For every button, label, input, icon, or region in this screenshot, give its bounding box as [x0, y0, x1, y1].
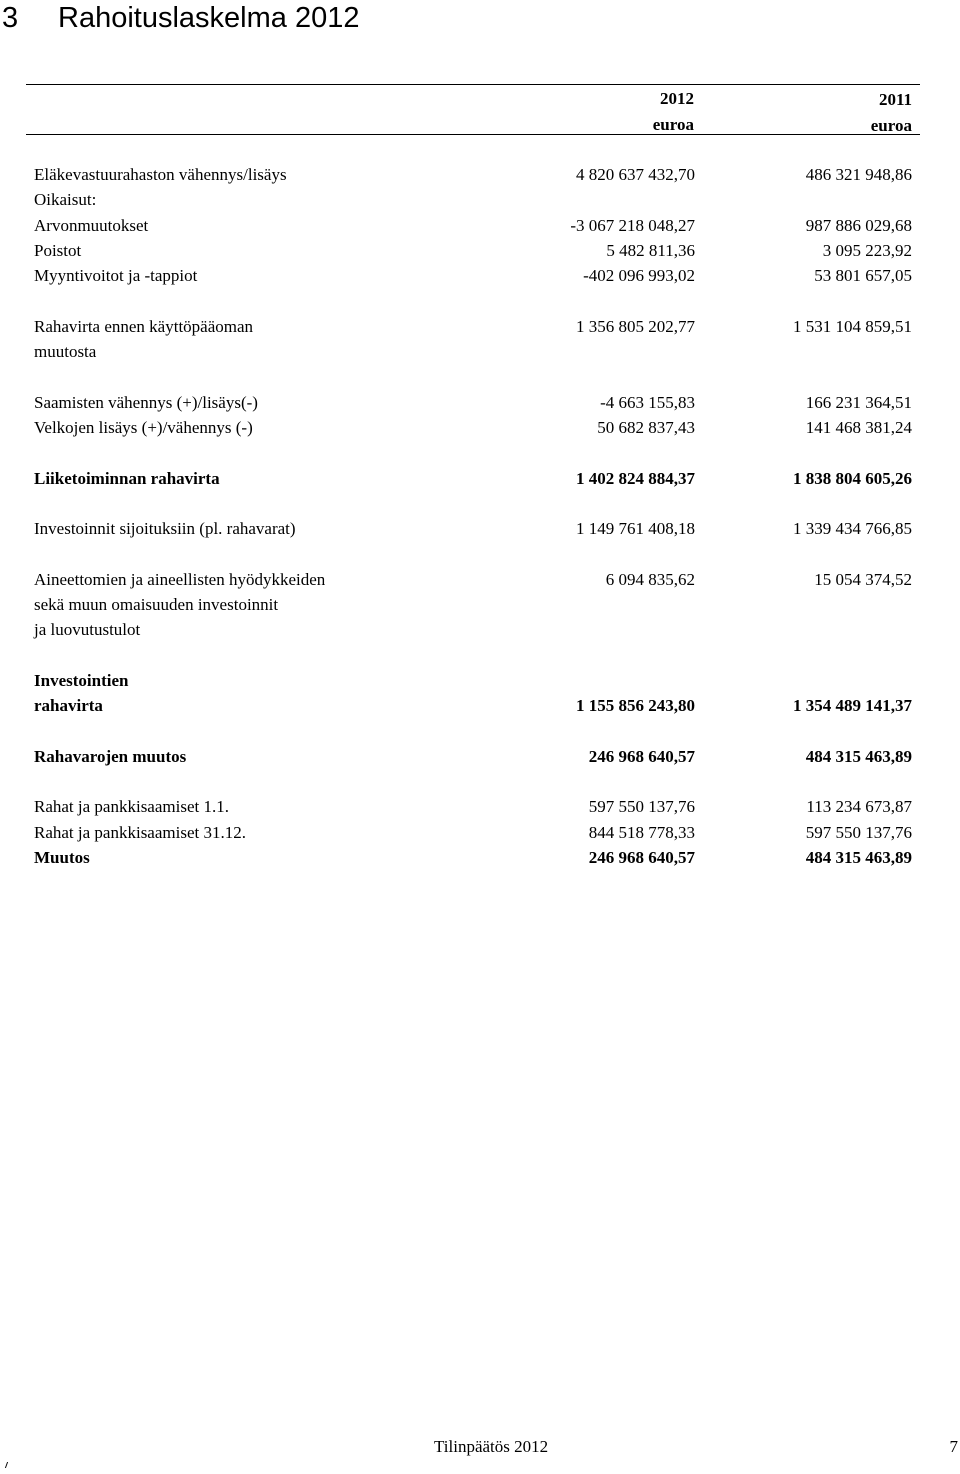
- value-2011: 53 801 657,05: [814, 266, 912, 286]
- row-label: Rahavirta ennen käyttöpääoman: [34, 316, 254, 336]
- table-row: [34, 415, 912, 440]
- table-row: [34, 187, 912, 212]
- row-label: Poistot: [34, 240, 82, 260]
- value-2011: 113 234 673,87: [806, 797, 912, 817]
- value-2011: 484 315 463,89: [805, 848, 912, 868]
- table-row: [34, 314, 912, 339]
- value-2012: [464, 187, 695, 212]
- table-row: [34, 516, 912, 541]
- subtotal-row: [34, 466, 912, 491]
- value-2012: 246 968 640,57: [588, 746, 695, 766]
- value-2012: 1 402 824 884,37: [576, 468, 695, 488]
- table-row: [34, 390, 912, 415]
- subtotal-row: [34, 693, 912, 718]
- value-2012: [464, 339, 695, 364]
- row-spacer: [34, 541, 912, 566]
- value-2011: 15 054 374,52: [814, 569, 912, 589]
- footer-title: Tilinpäätös 2012: [434, 1437, 549, 1456]
- value-2012: 597 550 137,76: [588, 797, 695, 817]
- table-row: [34, 162, 912, 187]
- row-label: rahavirta: [34, 696, 103, 716]
- subtotal-row: [34, 668, 912, 693]
- row-spacer: [34, 719, 912, 744]
- value-2012: 246 968 640,57: [588, 848, 695, 868]
- value-2012: [464, 668, 695, 693]
- column-year-2012: 2012: [660, 89, 694, 108]
- row-label: sekä muun omaisuuden investoinnit: [34, 595, 279, 615]
- table-row: [34, 617, 912, 642]
- subtotal-row: [34, 744, 912, 769]
- row-spacer: [34, 769, 912, 794]
- value-2011: 1 531 104 859,51: [793, 316, 912, 336]
- table-row: [34, 820, 912, 845]
- value-2011: 1 339 434 766,85: [793, 519, 912, 539]
- table-row: [34, 592, 912, 617]
- table-top-rule: [26, 84, 920, 85]
- value-2011: [695, 187, 912, 212]
- column-year-2011: 2011: [878, 90, 912, 109]
- value-2011: 486 321 948,86: [805, 165, 912, 184]
- row-label: Oikaisut:: [34, 190, 97, 210]
- column-header-2011: [871, 87, 912, 139]
- page-number: 7: [949, 1437, 958, 1456]
- value-2011: [695, 668, 912, 693]
- value-2011: [695, 592, 912, 617]
- total-row: [34, 845, 912, 870]
- row-label: Saamisten vähennys (+)/lisäys(-): [34, 392, 258, 412]
- row-spacer: [34, 491, 912, 516]
- row-label: Rahat ja pankkisaamiset 31.12.: [34, 822, 246, 842]
- value-2012: -4 663 155,83: [600, 392, 695, 412]
- cash-flow-table: [34, 162, 912, 870]
- value-2011: 1 838 804 605,26: [793, 468, 912, 488]
- section-title: Rahoituslaskelma 2012: [58, 2, 360, 34]
- row-spacer: [34, 440, 912, 465]
- row-label: ja luovutustulot: [34, 620, 141, 640]
- table-row: [34, 263, 912, 288]
- column-unit-2012: euroa: [652, 115, 694, 134]
- value-2012: -3 067 218 048,27: [570, 215, 695, 235]
- value-2011: 484 315 463,89: [805, 746, 912, 766]
- row-label: Arvonmuutokset: [34, 215, 149, 235]
- value-2012: [464, 592, 695, 617]
- column-unit-2011: euroa: [870, 116, 912, 135]
- page-title: [0, 0, 359, 36]
- value-2011: 1 354 489 141,37: [793, 696, 912, 716]
- value-2012: 1 155 856 243,80: [576, 696, 695, 716]
- row-label: muutosta: [34, 342, 97, 362]
- table-row: [34, 213, 912, 238]
- value-2012: 1 356 805 202,77: [576, 316, 695, 336]
- footer-mark: [5, 1462, 11, 1468]
- row-label: Aineettomien ja aineellisten hyödykkeiden: [34, 569, 326, 589]
- row-label: Rahavarojen muutos: [34, 746, 187, 766]
- value-2011: 3 095 223,92: [822, 240, 912, 260]
- value-2012: [464, 617, 695, 642]
- row-label: Eläkevastuurahaston vähennys/lisäys: [34, 165, 287, 184]
- value-2012: 4 820 637 432,70: [576, 165, 695, 184]
- value-2012: 6 094 835,62: [605, 569, 695, 589]
- value-2012: 50 682 837,43: [597, 417, 695, 437]
- table-row: [34, 567, 912, 592]
- row-label: Velkojen lisäys (+)/vähennys (-): [34, 417, 253, 437]
- row-label: Investoinnit sijoituksiin (pl. rahavarat): [34, 519, 296, 539]
- value-2012: 5 482 811,36: [606, 240, 695, 260]
- table-row: [34, 794, 912, 819]
- row-label: Liiketoiminnan rahavirta: [34, 468, 220, 488]
- table-row: [34, 238, 912, 263]
- row-spacer: [34, 643, 912, 668]
- row-label: Rahat ja pankkisaamiset 1.1.: [34, 797, 229, 817]
- value-2011: 597 550 137,76: [805, 822, 912, 842]
- column-header-2012: [653, 86, 694, 138]
- value-2011: 987 886 029,68: [805, 215, 912, 235]
- table-row: [34, 339, 912, 364]
- value-2011: 166 231 364,51: [805, 392, 912, 412]
- row-label: Myyntivoitot ja -tappiot: [34, 266, 198, 286]
- row-label: Investointien: [34, 670, 129, 690]
- value-2011: 141 468 381,24: [805, 417, 912, 437]
- value-2012: -402 096 993,02: [583, 266, 695, 286]
- value-2012: 844 518 778,33: [588, 822, 695, 842]
- value-2012: 1 149 761 408,18: [576, 519, 695, 539]
- row-spacer: [34, 364, 912, 389]
- row-spacer: [34, 288, 912, 313]
- header-rule: [26, 134, 920, 135]
- value-2011: [695, 617, 912, 642]
- section-number: 3: [2, 2, 19, 34]
- row-label: Muutos: [34, 848, 90, 868]
- value-2011: [695, 339, 912, 364]
